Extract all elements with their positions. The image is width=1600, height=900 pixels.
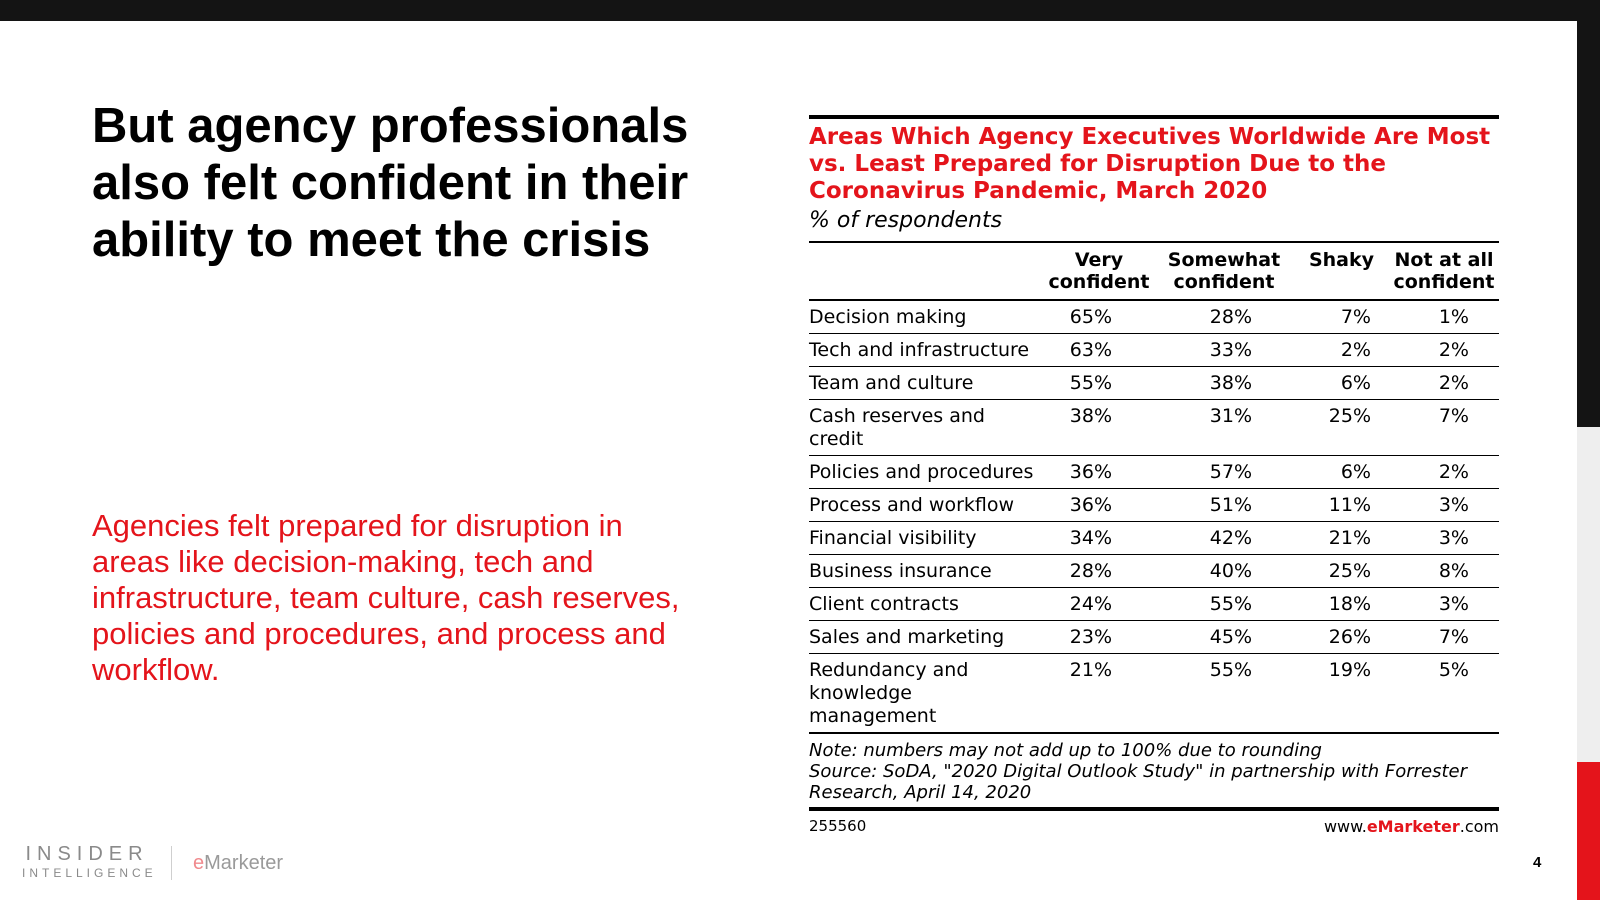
table-cell-value: 24%: [1044, 588, 1154, 621]
row-label: Policies and procedures: [809, 456, 1044, 489]
table-cell-value: 57%: [1154, 456, 1294, 489]
table-cell-value: 1%: [1389, 300, 1499, 334]
chart-footer: [809, 817, 1499, 836]
row-label: Client contracts: [809, 588, 1044, 621]
table-cell-value: 18%: [1294, 588, 1389, 621]
table-cell-value: 25%: [1294, 400, 1389, 456]
row-label: Cash reserves and credit: [809, 400, 1044, 456]
table-row: [809, 367, 1499, 400]
site-prefix: www.: [1323, 817, 1367, 836]
table-cell-value: 25%: [1294, 555, 1389, 588]
column-header-blank: [809, 242, 1044, 300]
table-row: [809, 621, 1499, 654]
table-cell-value: 2%: [1389, 456, 1499, 489]
row-label: Redundancy and knowledge management: [809, 654, 1044, 734]
table-row: [809, 400, 1499, 456]
table-cell-value: 3%: [1389, 522, 1499, 555]
page-number: 4: [1533, 854, 1542, 871]
table-cell-value: 28%: [1154, 300, 1294, 334]
table-cell-value: 7%: [1389, 400, 1499, 456]
logo-word-intelligence: INTELLIGENCE: [22, 866, 157, 880]
row-label: Financial visibility: [809, 522, 1044, 555]
table-cell-value: 38%: [1044, 400, 1154, 456]
chart-title: Areas Which Agency Executives Worldwide Are Most vs. Least Prepared for Disruption Due to the Coronavirus Pandemic, March 2020: [809, 124, 1491, 204]
table-cell-value: 38%: [1154, 367, 1294, 400]
table-cell-value: 8%: [1389, 555, 1499, 588]
insider-intelligence-logo: [22, 843, 157, 881]
chart-bottom-rule: [809, 807, 1499, 811]
table-cell-value: 31%: [1154, 400, 1294, 456]
table-cell-value: 55%: [1154, 654, 1294, 734]
emarketer-logo-text: Marketer: [204, 852, 284, 874]
table-cell-value: 3%: [1389, 489, 1499, 522]
column-header: Not at all confident: [1389, 242, 1499, 300]
table-cell-value: 5%: [1389, 654, 1499, 734]
chart-source: Source: SoDA, "2020 Digital Outlook Study" in partnership with Forrester Research, April 14, 2020: [809, 761, 1468, 803]
table-row: [809, 522, 1499, 555]
table-cell-value: 28%: [1044, 555, 1154, 588]
table-cell-value: 2%: [1389, 367, 1499, 400]
table-cell-value: 65%: [1044, 300, 1154, 334]
emarketer-logo-e: e: [193, 852, 205, 874]
table-cell-value: 55%: [1154, 588, 1294, 621]
row-label: Team and culture: [809, 367, 1044, 400]
slide-headline: But agency professionals also felt confident in their ability to meet the crisis: [92, 99, 689, 267]
table-cell-value: 2%: [1294, 334, 1389, 367]
table-cell-value: 23%: [1044, 621, 1154, 654]
column-header: Very confident: [1044, 242, 1154, 300]
table-cell-value: 6%: [1294, 367, 1389, 400]
logo-divider: [171, 846, 172, 880]
right-accent-bar-red: [1577, 762, 1600, 900]
table-cell-value: 21%: [1294, 522, 1389, 555]
site-brand: eMarketer: [1366, 817, 1460, 836]
table-row: [809, 654, 1499, 734]
top-bar: [0, 0, 1600, 21]
chart-id: 255560: [809, 817, 867, 835]
row-label: Process and workflow: [809, 489, 1044, 522]
table-cell-value: 51%: [1154, 489, 1294, 522]
data-table: [809, 241, 1499, 734]
row-label: Sales and marketing: [809, 621, 1044, 654]
chart-subtitle: % of respondents: [809, 208, 1003, 233]
table-body: [809, 300, 1499, 733]
table-row: [809, 489, 1499, 522]
table-row: [809, 456, 1499, 489]
column-header: Shaky: [1294, 242, 1389, 300]
table-cell-value: 34%: [1044, 522, 1154, 555]
row-label: Business insurance: [809, 555, 1044, 588]
emarketer-logo: [193, 852, 283, 875]
logo-word-insider: INSIDER: [25, 843, 149, 865]
table-cell-value: 40%: [1154, 555, 1294, 588]
table-cell-value: 19%: [1294, 654, 1389, 734]
table-cell-value: 11%: [1294, 489, 1389, 522]
table-cell-value: 3%: [1389, 588, 1499, 621]
table-row: [809, 588, 1499, 621]
table-cell-value: 36%: [1044, 456, 1154, 489]
slide-subtext: Agencies felt prepared for disruption in areas like decision-making, tech and infrastructure, team culture, cash reserves, policies and procedures, and process and workflow.: [92, 508, 680, 687]
table-cell-value: 21%: [1044, 654, 1154, 734]
table-row: [809, 555, 1499, 588]
table-header-row: [809, 242, 1499, 300]
table-row: [809, 300, 1499, 334]
table-cell-value: 63%: [1044, 334, 1154, 367]
table-cell-value: 6%: [1294, 456, 1389, 489]
table-cell-value: 55%: [1044, 367, 1154, 400]
column-header: Somewhat confident: [1154, 242, 1294, 300]
table-cell-value: 36%: [1044, 489, 1154, 522]
table-cell-value: 45%: [1154, 621, 1294, 654]
table-cell-value: 7%: [1294, 300, 1389, 334]
table-cell-value: 33%: [1154, 334, 1294, 367]
chart-note: Note: numbers may not add up to 100% due to rounding: [809, 740, 1322, 761]
chart-panel: [809, 115, 1499, 836]
row-label: Tech and infrastructure: [809, 334, 1044, 367]
table-cell-value: 7%: [1389, 621, 1499, 654]
table-cell-value: 2%: [1389, 334, 1499, 367]
chart-site-link[interactable]: [1324, 817, 1499, 836]
chart-top-rule: [809, 115, 1499, 119]
right-accent-bar-dark: [1577, 21, 1600, 427]
table-cell-value: 26%: [1294, 621, 1389, 654]
table-cell-value: 42%: [1154, 522, 1294, 555]
right-accent-bar-light: [1577, 427, 1600, 762]
table-row: [809, 334, 1499, 367]
row-label: Decision making: [809, 300, 1044, 334]
site-suffix: .com: [1459, 817, 1499, 836]
